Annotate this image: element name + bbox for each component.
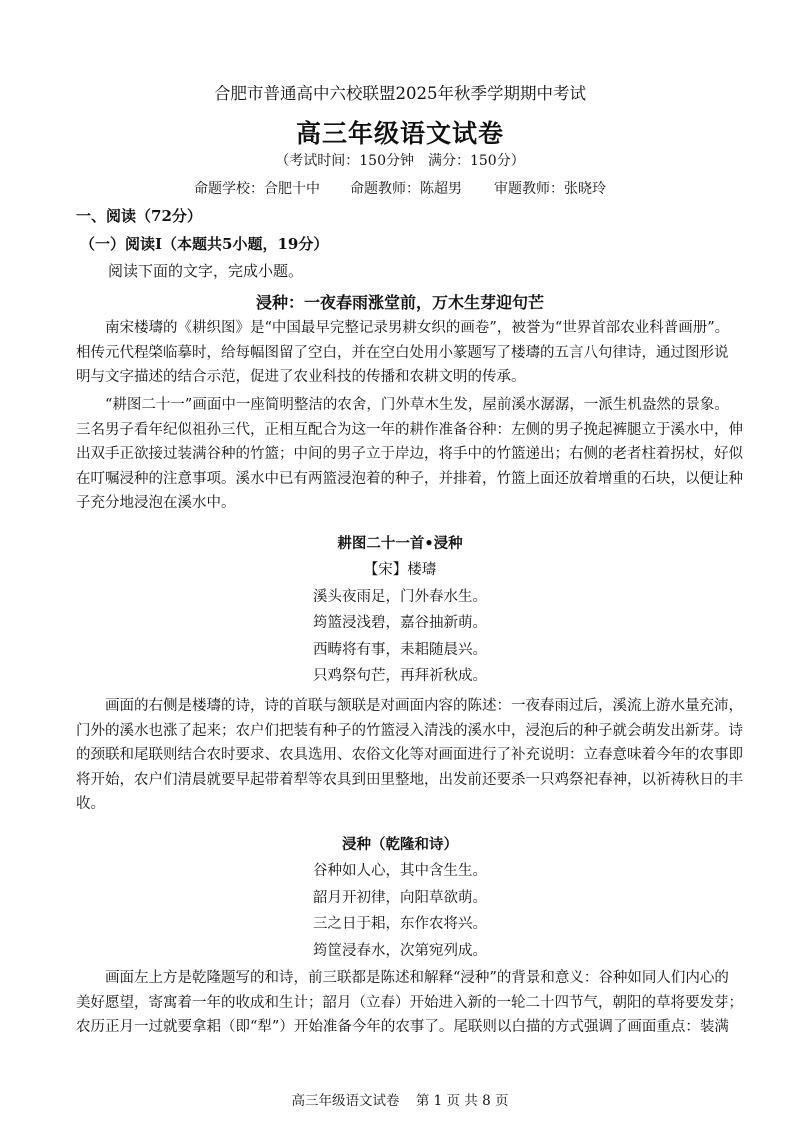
page-number: 第 1 页 共 8 页 bbox=[415, 1093, 509, 1109]
paragraph-line: 画面左上方是乾隆题写的和诗，前三联都是陈述和解释“浸种”的背景和意义：谷种如同人们内心的 bbox=[105, 970, 729, 986]
poem-1-line: 溪头夜雨足，门外春水生。 bbox=[313, 589, 487, 605]
paragraph-line: 美好愿望，寄寓着一年的收成和生计；韶月（立春）开始进入新的一轮二十四节气，朝阳的草将要发芽； bbox=[76, 994, 743, 1011]
poem-1-title: 耕图二十一首•浸种 bbox=[337, 535, 463, 552]
section-heading: 一、阅读（72分） bbox=[76, 207, 202, 225]
poem-1-line: 只鸡祭句芒，再拜祈秋成。 bbox=[313, 668, 487, 684]
poem-2-title: 浸种（乾隆和诗） bbox=[342, 836, 458, 853]
instruction: 阅读下面的文字，完成小题。 bbox=[108, 262, 304, 280]
paragraph-line: 明与文字描述的结合示范，促进了农业科技的传播和农耕文明的传承。 bbox=[76, 369, 526, 386]
paragraph-line: 在叮嘱浸种的注意事项。溪水中已有两篮浸泡着的种子，并排着，竹篮上面还放着增重的石块，以便让种 bbox=[76, 470, 743, 487]
poem-1-line: 筠篮浸浅碧，嘉谷抽新萌。 bbox=[313, 615, 487, 631]
paragraph-line: 的颈联和尾联则结合农时要求、农具选用、农俗文化等对画面进行了补充说明：立春意味着今年的农事即 bbox=[76, 747, 743, 764]
exam-info: （考试时间：150分钟 满分：150分） bbox=[275, 153, 525, 169]
paragraph-line: 收。 bbox=[76, 796, 105, 813]
exam-supertitle: 合肥市普通高中六校联盟2025年秋季学期期中考试 bbox=[214, 84, 586, 103]
poem-2-line: 韶月开初律，向阳草欲萌。 bbox=[313, 890, 487, 906]
subsection-heading: （一）阅读Ⅰ（本题共5小题，19分） bbox=[80, 235, 329, 253]
paragraph-line: 出双手正欲接过装满谷种的竹篮；中间的男子立于岸边，将手中的竹篮递出；右侧的老者柱着拐杖，好似 bbox=[76, 446, 743, 463]
paragraph-line: 农历正月一过就要拿耜（即“犁”）开始准备今年的农事了。尾联则以白描的方式强调了画面重点：装满 bbox=[76, 1019, 729, 1036]
paragraph-line: 三名男子看年纪似祖孙三代，正相互配合为这一年的耕作准备谷种：左侧的男子挽起裤腿立于溪水中，伸 bbox=[76, 421, 743, 438]
paragraph-3 bbox=[76, 694, 743, 817]
footer-course: 高三年级语文试卷 bbox=[291, 1093, 400, 1109]
paragraph-line: 画面的右侧是楼璹的诗，诗的首联与颔联是对画面内容的陈述：一夜春雨过后，溪流上游水量充沛， bbox=[105, 698, 743, 714]
poem-2-line: 谷种如人心，其中含生生。 bbox=[313, 863, 487, 879]
poem-2-line: 三之日于耜，东作农将兴。 bbox=[313, 916, 487, 932]
poem-2-line: 筠筐浸春水，次第宛列成。 bbox=[313, 943, 487, 959]
paragraph-line: “耕图二十一”画面中一座简明整洁的农舍，门外草木生发，屋前溪水潺潺，一派生机盎然的景象。 bbox=[105, 397, 729, 413]
paragraph-line: 南宋楼璹的《耕织图》是“中国最早完整记录男耕女织的画卷”，被誉为“世界首部农业科普画册”。 bbox=[105, 320, 730, 336]
reviewer-teacher: 审题教师：张晓玲 bbox=[494, 181, 606, 197]
paragraph-4 bbox=[76, 966, 743, 1040]
paragraph-line: 门外的溪水也涨了起来；农户们把装有种子的竹篮浸入清浅的溪水中，浸泡后的种子就会萌发出新芽。诗 bbox=[76, 722, 743, 739]
paragraph-line: 将开始，农户们清晨就要早起带着犁等农具到田里整地，出发前还要杀一只鸡祭祀春神，以祈祷秋日的丰 bbox=[76, 771, 743, 788]
paragraph-1 bbox=[76, 316, 730, 390]
setter-teacher: 命题教师：陈超男 bbox=[350, 181, 462, 197]
poem-1-line: 西畴将有事，耒耜随晨兴。 bbox=[313, 642, 487, 658]
poem-1-author: 【宋】楼璹 bbox=[363, 562, 437, 578]
setter-school: 命题学校：合肥十中 bbox=[194, 181, 320, 197]
paragraph-line: 子充分地浸泡在溪水中。 bbox=[76, 495, 236, 512]
page-footer bbox=[0, 1089, 800, 1109]
article-title: 浸种：一夜春雨涨堂前，万木生芽迎句芒 bbox=[255, 293, 544, 312]
paragraph-2 bbox=[76, 393, 743, 516]
paragraph-line: 相传元代程棨临摹时，给每幅图留了空白，并在空白处用小篆题写了楼璹的五言八句律诗，通过图形说 bbox=[76, 344, 729, 361]
exam-title: 高三年级语文试卷 bbox=[295, 119, 504, 148]
